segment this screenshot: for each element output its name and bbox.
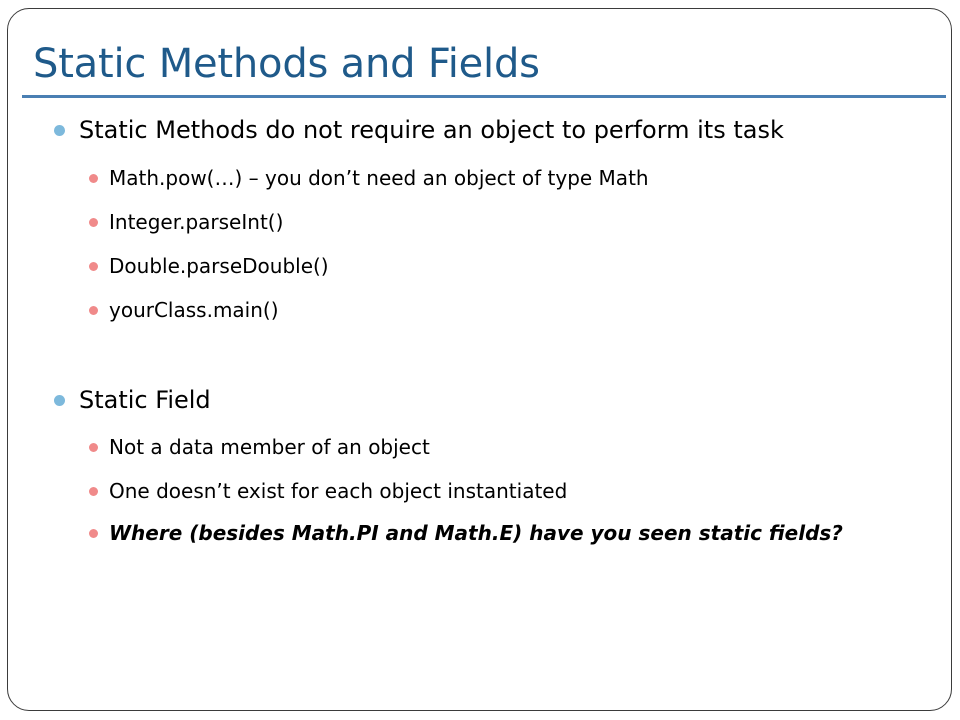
bullet-icon — [89, 262, 98, 271]
bullet-icon — [89, 306, 98, 315]
list-item: yourClass.main() — [109, 298, 279, 322]
bullet-icon — [89, 529, 98, 538]
bullet-icon — [89, 174, 98, 183]
bullet-icon — [89, 487, 98, 496]
bullet-icon — [89, 218, 98, 227]
bullet-icon — [89, 443, 98, 452]
slide-title: Static Methods and Fields — [33, 41, 540, 87]
section-heading-static-methods: Static Methods do not require an object to perform its task — [79, 116, 784, 144]
list-item: Math.pow(…) – you don’t need an object of type Math — [109, 166, 649, 190]
section-heading-static-field: Static Field — [79, 386, 211, 414]
list-item: Not a data member of an object — [109, 435, 430, 459]
list-item-question: Where (besides Math.PI and Math.E) have you seen static fields? — [109, 521, 843, 545]
slide-frame — [7, 8, 952, 711]
list-item: One doesn’t exist for each object instantiated — [109, 479, 568, 503]
title-underline — [22, 95, 946, 98]
list-item: Double.parseDouble() — [109, 254, 329, 278]
bullet-icon — [54, 125, 65, 136]
bullet-icon — [54, 395, 65, 406]
list-item: Integer.parseInt() — [109, 210, 284, 234]
